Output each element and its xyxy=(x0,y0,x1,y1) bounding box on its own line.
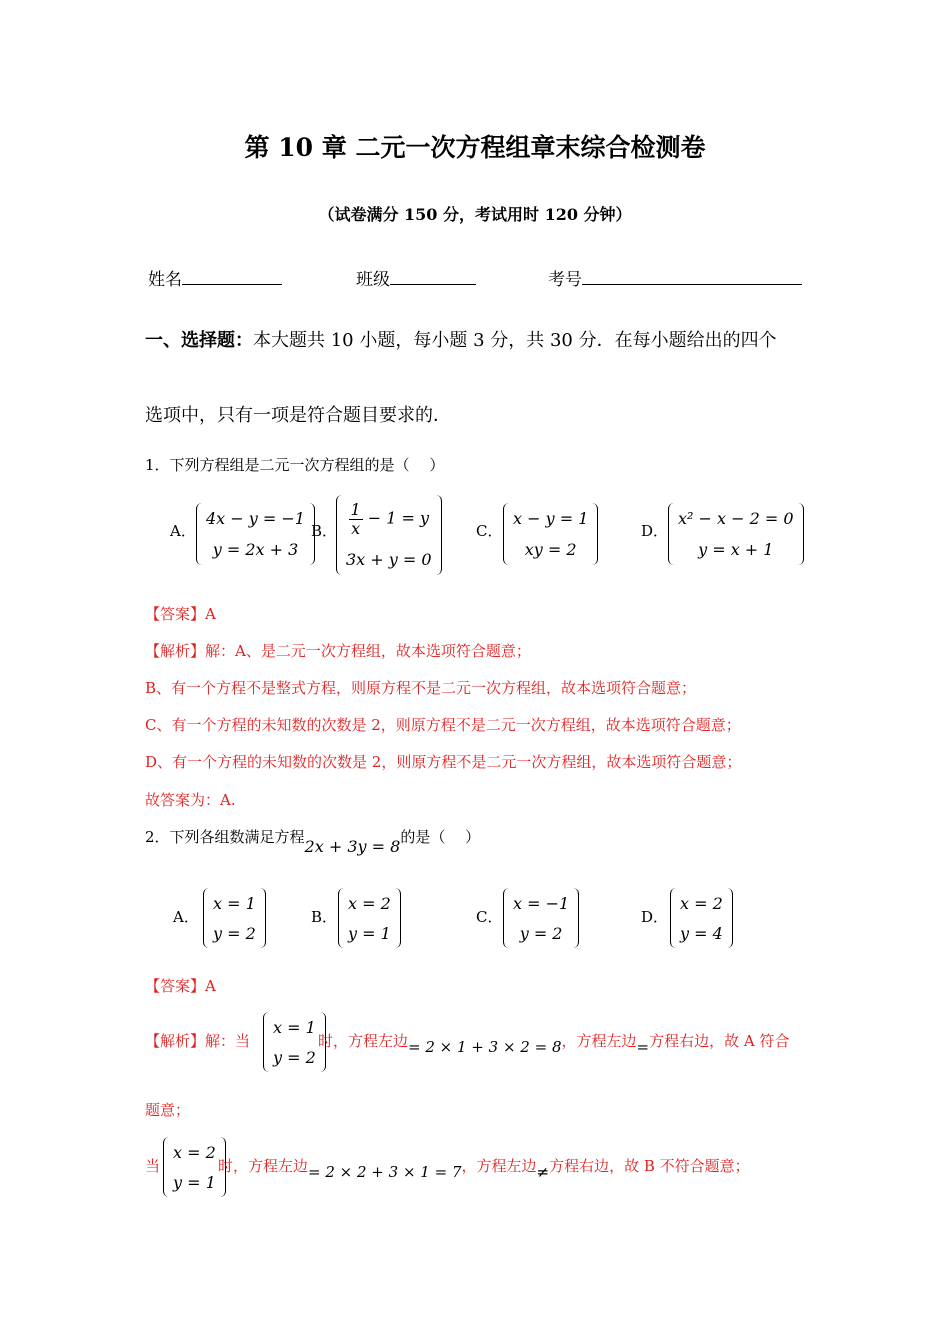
fraction xyxy=(349,501,363,537)
q1-analysis-line-1 xyxy=(145,640,531,661)
right-paren xyxy=(573,888,579,948)
analysis-equation: = 2 × 1 + 3 × 2 = 8 xyxy=(408,1038,562,1056)
q2-stem xyxy=(145,826,481,856)
right-paren xyxy=(727,888,733,948)
equation-line: y = 2x + 3 xyxy=(212,540,299,559)
right-paren xyxy=(436,495,442,575)
analysis-equation: = 2 × 2 + 3 × 1 = 7 xyxy=(308,1163,462,1181)
analysis-text: ，方程左边 xyxy=(561,1032,637,1050)
page-title: 第 10 章 二元一次方程组章末综合检测卷 xyxy=(244,133,706,162)
q1-option-d-label[interactable]: D． xyxy=(641,522,669,540)
equation-line: y = 2 xyxy=(273,1047,316,1067)
analysis-text: 解：当 xyxy=(205,1032,251,1050)
q2-option-b-label[interactable]: B． xyxy=(311,908,338,926)
q1-option-a-label[interactable]: A． xyxy=(170,522,196,540)
q2-analysis-line-1 xyxy=(318,1030,790,1056)
analysis-tag: 【解析】 xyxy=(145,1032,206,1050)
q2-analysis-line-3 xyxy=(218,1155,750,1181)
q2-analysis-system-b xyxy=(163,1137,226,1197)
right-paren xyxy=(592,503,598,565)
section-desc-1: 本大题共 10 小题，每小题 3 分，共 30 分．在每小题给出的四个 xyxy=(253,330,777,351)
stem-text: 的是（ ） xyxy=(400,828,481,846)
answer-tag: 【答案】 xyxy=(145,605,206,623)
q1-option-c-system[interactable] xyxy=(503,503,598,565)
equation-line: x − y = 1 xyxy=(513,509,589,528)
equation-line: x = 1 xyxy=(213,893,256,913)
q2-option-d-system[interactable] xyxy=(670,888,733,948)
equation-line: y = x + 1 xyxy=(698,540,774,559)
equation-line: x = 2 xyxy=(173,1142,216,1162)
equation-line: y = 1 xyxy=(348,923,391,943)
numerator: 1 xyxy=(350,500,361,520)
stem-equation: 2x + 3y = 8 xyxy=(304,837,401,856)
equation-line: xy = 2 xyxy=(524,540,577,559)
section-title: 一、选择题： xyxy=(145,330,253,351)
q1-answer xyxy=(145,603,216,624)
right-paren xyxy=(798,503,804,565)
q2-option-a-label[interactable]: A． xyxy=(173,908,199,926)
analysis-text: 方程右边，故 B 不符合题意； xyxy=(549,1157,750,1175)
equation-rest: − 1 = y xyxy=(367,508,430,528)
analysis-text: 时，方程左边 xyxy=(318,1032,409,1050)
q2-option-d-label[interactable]: D． xyxy=(641,908,669,926)
q2-analysis-line-2: 题意； xyxy=(145,1101,191,1119)
class-blank xyxy=(390,269,476,285)
q1-analysis-line-3: C、有一个方程的未知数的次数是 2，则原方程不是二元一次方程组，故本选项符合题意； xyxy=(145,716,741,734)
section-desc-2: 选项中，只有一项是符合题目要求的． xyxy=(145,405,451,426)
q2-option-a-system[interactable] xyxy=(203,888,266,948)
class-field[interactable] xyxy=(356,265,476,290)
q1-option-d-system[interactable] xyxy=(668,503,804,565)
exam-no-label: 考号 xyxy=(548,270,582,290)
analysis-tag: 【解析】 xyxy=(145,642,206,660)
q1-stem: 1．下列方程组是二元一次方程组的是（ ） xyxy=(145,456,445,474)
equation-line: 4x − y = −1 xyxy=(206,509,305,528)
q1-analysis-line-5: 故答案为：A. xyxy=(145,791,236,809)
q2-analysis-tag-line xyxy=(145,1030,250,1051)
name-blank xyxy=(182,269,282,285)
q2-answer xyxy=(145,975,216,996)
q1-option-b-system[interactable] xyxy=(336,495,442,575)
right-paren xyxy=(395,888,401,948)
q1-option-c-label[interactable]: C． xyxy=(476,522,503,540)
denominator: x xyxy=(351,518,361,538)
analysis-text: 方程右边，故 A 符合 xyxy=(649,1032,790,1050)
answer-tag: 【答案】 xyxy=(145,977,206,995)
name-label: 姓名 xyxy=(148,270,182,290)
equation-line: y = 2 xyxy=(519,923,563,943)
equal-sign: = xyxy=(636,1038,650,1056)
q1-option-a-system[interactable] xyxy=(196,503,315,565)
exam-no-field[interactable] xyxy=(548,265,802,290)
stem-text: 2．下列各组数满足方程 xyxy=(145,828,305,846)
exam-info: （试卷满分 150 分，考试用时 120 分钟） xyxy=(318,205,632,224)
q2-option-c-system[interactable] xyxy=(503,888,579,948)
equation-line: x = 1 xyxy=(273,1017,316,1037)
analysis-text: 时，方程左边 xyxy=(218,1157,309,1175)
equation-line: 3x + y = 0 xyxy=(346,549,432,569)
analysis-text: ，方程左边 xyxy=(461,1157,537,1175)
equation-line: y = 4 xyxy=(680,923,723,943)
class-label: 班级 xyxy=(356,270,390,290)
q2-option-c-label[interactable]: C． xyxy=(476,908,503,926)
equation-line: x = −1 xyxy=(513,893,570,913)
section-heading xyxy=(145,326,777,352)
q1-analysis-line-4: D、有一个方程的未知数的次数是 2，则原方程不是二元一次方程组，故本选项符合题意； xyxy=(145,753,742,771)
equation-line: x = 2 xyxy=(680,893,723,913)
q2-option-b-system[interactable] xyxy=(338,888,401,948)
right-paren xyxy=(260,888,266,948)
q2-analysis-system-a xyxy=(263,1012,326,1072)
equation-line: x² − x − 2 = 0 xyxy=(678,509,794,528)
q2-analysis-b-pre: 当 xyxy=(145,1157,161,1175)
answer-value: A xyxy=(205,977,216,995)
equation-line: x = 2 xyxy=(348,893,391,913)
exam-no-blank xyxy=(582,269,802,285)
not-equal-sign: ≠ xyxy=(536,1163,550,1181)
q1-analysis-line-2: B、有一个方程不是整式方程，则原方程不是二元一次方程组，故本选项符合题意； xyxy=(145,679,697,697)
name-field[interactable] xyxy=(148,265,282,290)
q1-option-b-label[interactable]: B． xyxy=(311,522,338,540)
equation-line xyxy=(346,501,432,537)
answer-value: A xyxy=(205,605,216,623)
equation-line: y = 2 xyxy=(213,923,256,943)
analysis-text: 解：A、是二元一次方程组，故本选项符合题意； xyxy=(205,642,531,660)
equation-line: y = 1 xyxy=(173,1172,216,1192)
